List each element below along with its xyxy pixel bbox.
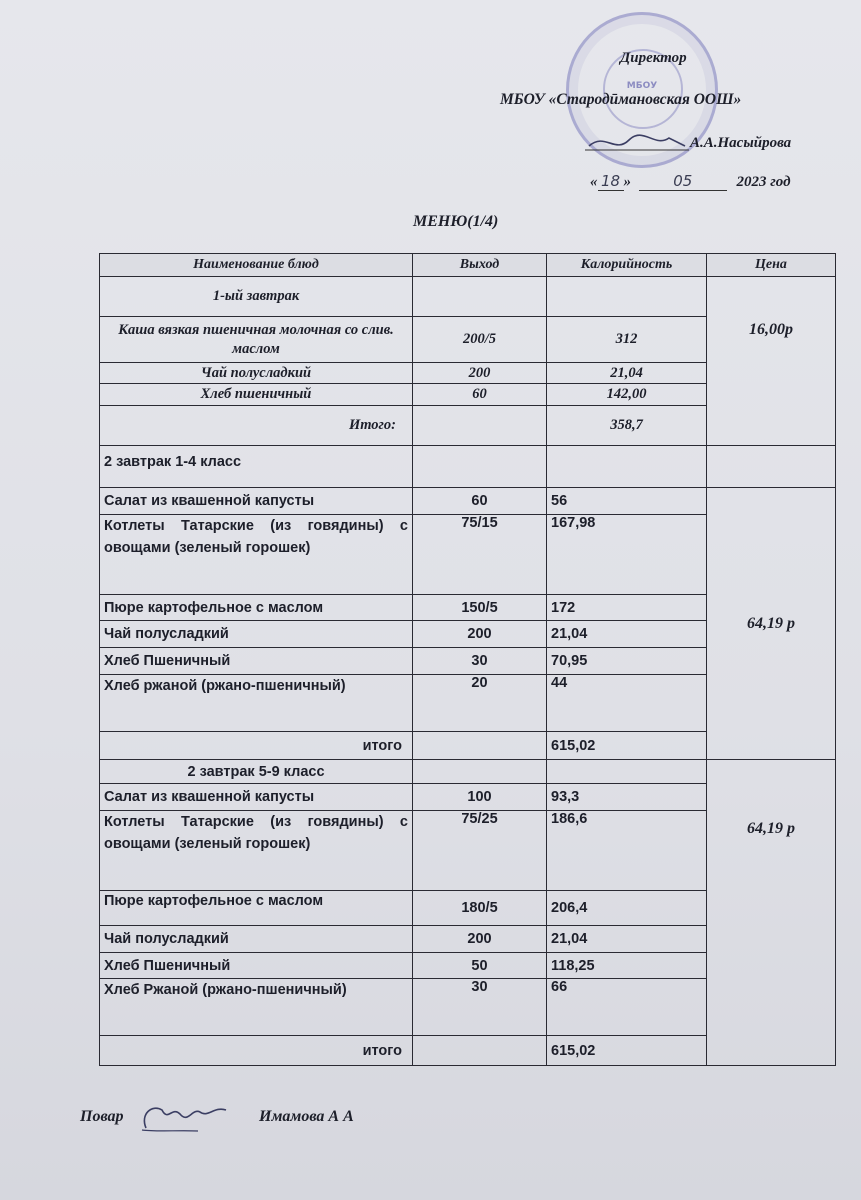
table-row — [100, 277, 836, 317]
dish-name: Чай полусладкий — [100, 621, 413, 648]
section-heading: 2 завтрак 1-4 класс — [100, 446, 413, 488]
dish-calories: 21,04 — [547, 363, 707, 384]
dish-calories: 66 — [547, 979, 707, 1036]
dish-output: 30 — [413, 648, 547, 675]
approval-date — [590, 172, 791, 191]
dish-output: 150/5 — [413, 595, 547, 621]
price-cell: 64,19 р — [707, 760, 836, 1066]
cook-name: Имамова А А — [259, 1108, 354, 1125]
total-label: итого — [100, 732, 413, 760]
section-heading: 2 завтрак 5-9 класс — [100, 760, 413, 784]
dish-name: Каша вязкая пшеничная молочная со слив. маслом — [100, 317, 413, 363]
empty-cell — [413, 760, 547, 784]
dish-name: Хлеб Пшеничный — [100, 953, 413, 979]
total-label: Итого: — [100, 406, 413, 446]
dish-calories: 118,25 — [547, 953, 707, 979]
dish-calories: 186,6 — [547, 811, 707, 891]
table-row — [100, 760, 836, 784]
dish-calories: 21,04 — [547, 621, 707, 648]
col-header-name: Наименование блюд — [100, 254, 413, 277]
empty-cell — [413, 406, 547, 446]
table-header-row — [100, 254, 836, 277]
dish-output: 200 — [413, 926, 547, 953]
director-signature — [585, 128, 690, 156]
empty-cell — [413, 732, 547, 760]
dish-calories: 44 — [547, 675, 707, 732]
dish-calories: 172 — [547, 595, 707, 621]
price-cell: 64,19 р — [707, 488, 836, 760]
dish-calories: 70,95 — [547, 648, 707, 675]
dish-name: Котлеты Татарские (из говядины) с овощами (зеленый горошек) — [100, 515, 413, 595]
dish-calories: 206,4 — [547, 891, 707, 926]
menu-title: МЕНЮ(1/4) — [413, 213, 499, 230]
dish-output: 60 — [413, 384, 547, 406]
dish-output: 30 — [413, 979, 547, 1036]
empty-cell — [547, 277, 707, 317]
dish-calories: 56 — [547, 488, 707, 515]
dish-name: Пюре картофельное с маслом — [100, 595, 413, 621]
total-value: 358,7 — [547, 406, 707, 446]
empty-cell — [707, 446, 836, 488]
menu-table — [99, 253, 836, 1066]
dish-output: 180/5 — [413, 891, 547, 926]
director-label: Директор — [620, 50, 687, 66]
dish-name: Салат из квашенной капусты — [100, 784, 413, 811]
dish-name: Чай полусладкий — [100, 363, 413, 384]
date-day: 18 — [598, 172, 624, 191]
dish-name: Чай полусладкий — [100, 926, 413, 953]
empty-cell — [413, 1036, 547, 1066]
total-value: 615,02 — [547, 732, 707, 760]
director-name: А.А.Насыйрова — [690, 135, 792, 151]
dish-name: Хлеб Пшеничный — [100, 648, 413, 675]
table-row — [100, 446, 836, 488]
empty-cell — [413, 277, 547, 317]
dish-output: 60 — [413, 488, 547, 515]
dish-calories: 142,00 — [547, 384, 707, 406]
dish-calories: 21,04 — [547, 926, 707, 953]
dish-name: Котлеты Татарские (из говядины) с овощами (зеленый горошек) — [100, 811, 413, 891]
dish-output: 200 — [413, 363, 547, 384]
dish-name: Хлеб пшеничный — [100, 384, 413, 406]
col-header-output: Выход — [413, 254, 547, 277]
dish-calories: 93,3 — [547, 784, 707, 811]
table-row — [100, 488, 836, 515]
dish-calories: 167,98 — [547, 515, 707, 595]
date-month: 05 — [639, 172, 727, 191]
empty-cell — [413, 446, 547, 488]
dish-output: 50 — [413, 953, 547, 979]
col-header-calories: Калорийность — [547, 254, 707, 277]
dish-output: 200/5 — [413, 317, 547, 363]
date-open-quote: « — [590, 174, 598, 190]
dish-output: 100 — [413, 784, 547, 811]
dish-output: 20 — [413, 675, 547, 732]
cook-label: Повар — [80, 1108, 124, 1125]
dish-name: Хлеб Ржаной (ржано-пшеничный) — [100, 979, 413, 1036]
dish-name: Салат из квашенной капусты — [100, 488, 413, 515]
date-close-quote: » — [623, 174, 631, 190]
dish-output: 75/15 — [413, 515, 547, 595]
stamp-text: МБОУ — [626, 81, 658, 91]
dish-output: 75/25 — [413, 811, 547, 891]
total-label: итого — [100, 1036, 413, 1066]
date-year: 2023 год — [736, 174, 791, 190]
col-header-price: Цена — [707, 254, 836, 277]
total-value: 615,02 — [547, 1036, 707, 1066]
price-cell: 16,00р — [707, 277, 836, 446]
dish-name: Хлеб ржаной (ржано-пшеничный) — [100, 675, 413, 732]
dish-output: 200 — [413, 621, 547, 648]
empty-cell — [547, 446, 707, 488]
section-heading: 1-ый завтрак — [100, 277, 413, 317]
empty-cell — [547, 760, 707, 784]
school-name: МБОУ «Стародӣмановская ООШ» — [500, 91, 742, 108]
cook-signature — [138, 1100, 230, 1134]
dish-name: Пюре картофельное с маслом — [100, 891, 413, 926]
dish-calories: 312 — [547, 317, 707, 363]
